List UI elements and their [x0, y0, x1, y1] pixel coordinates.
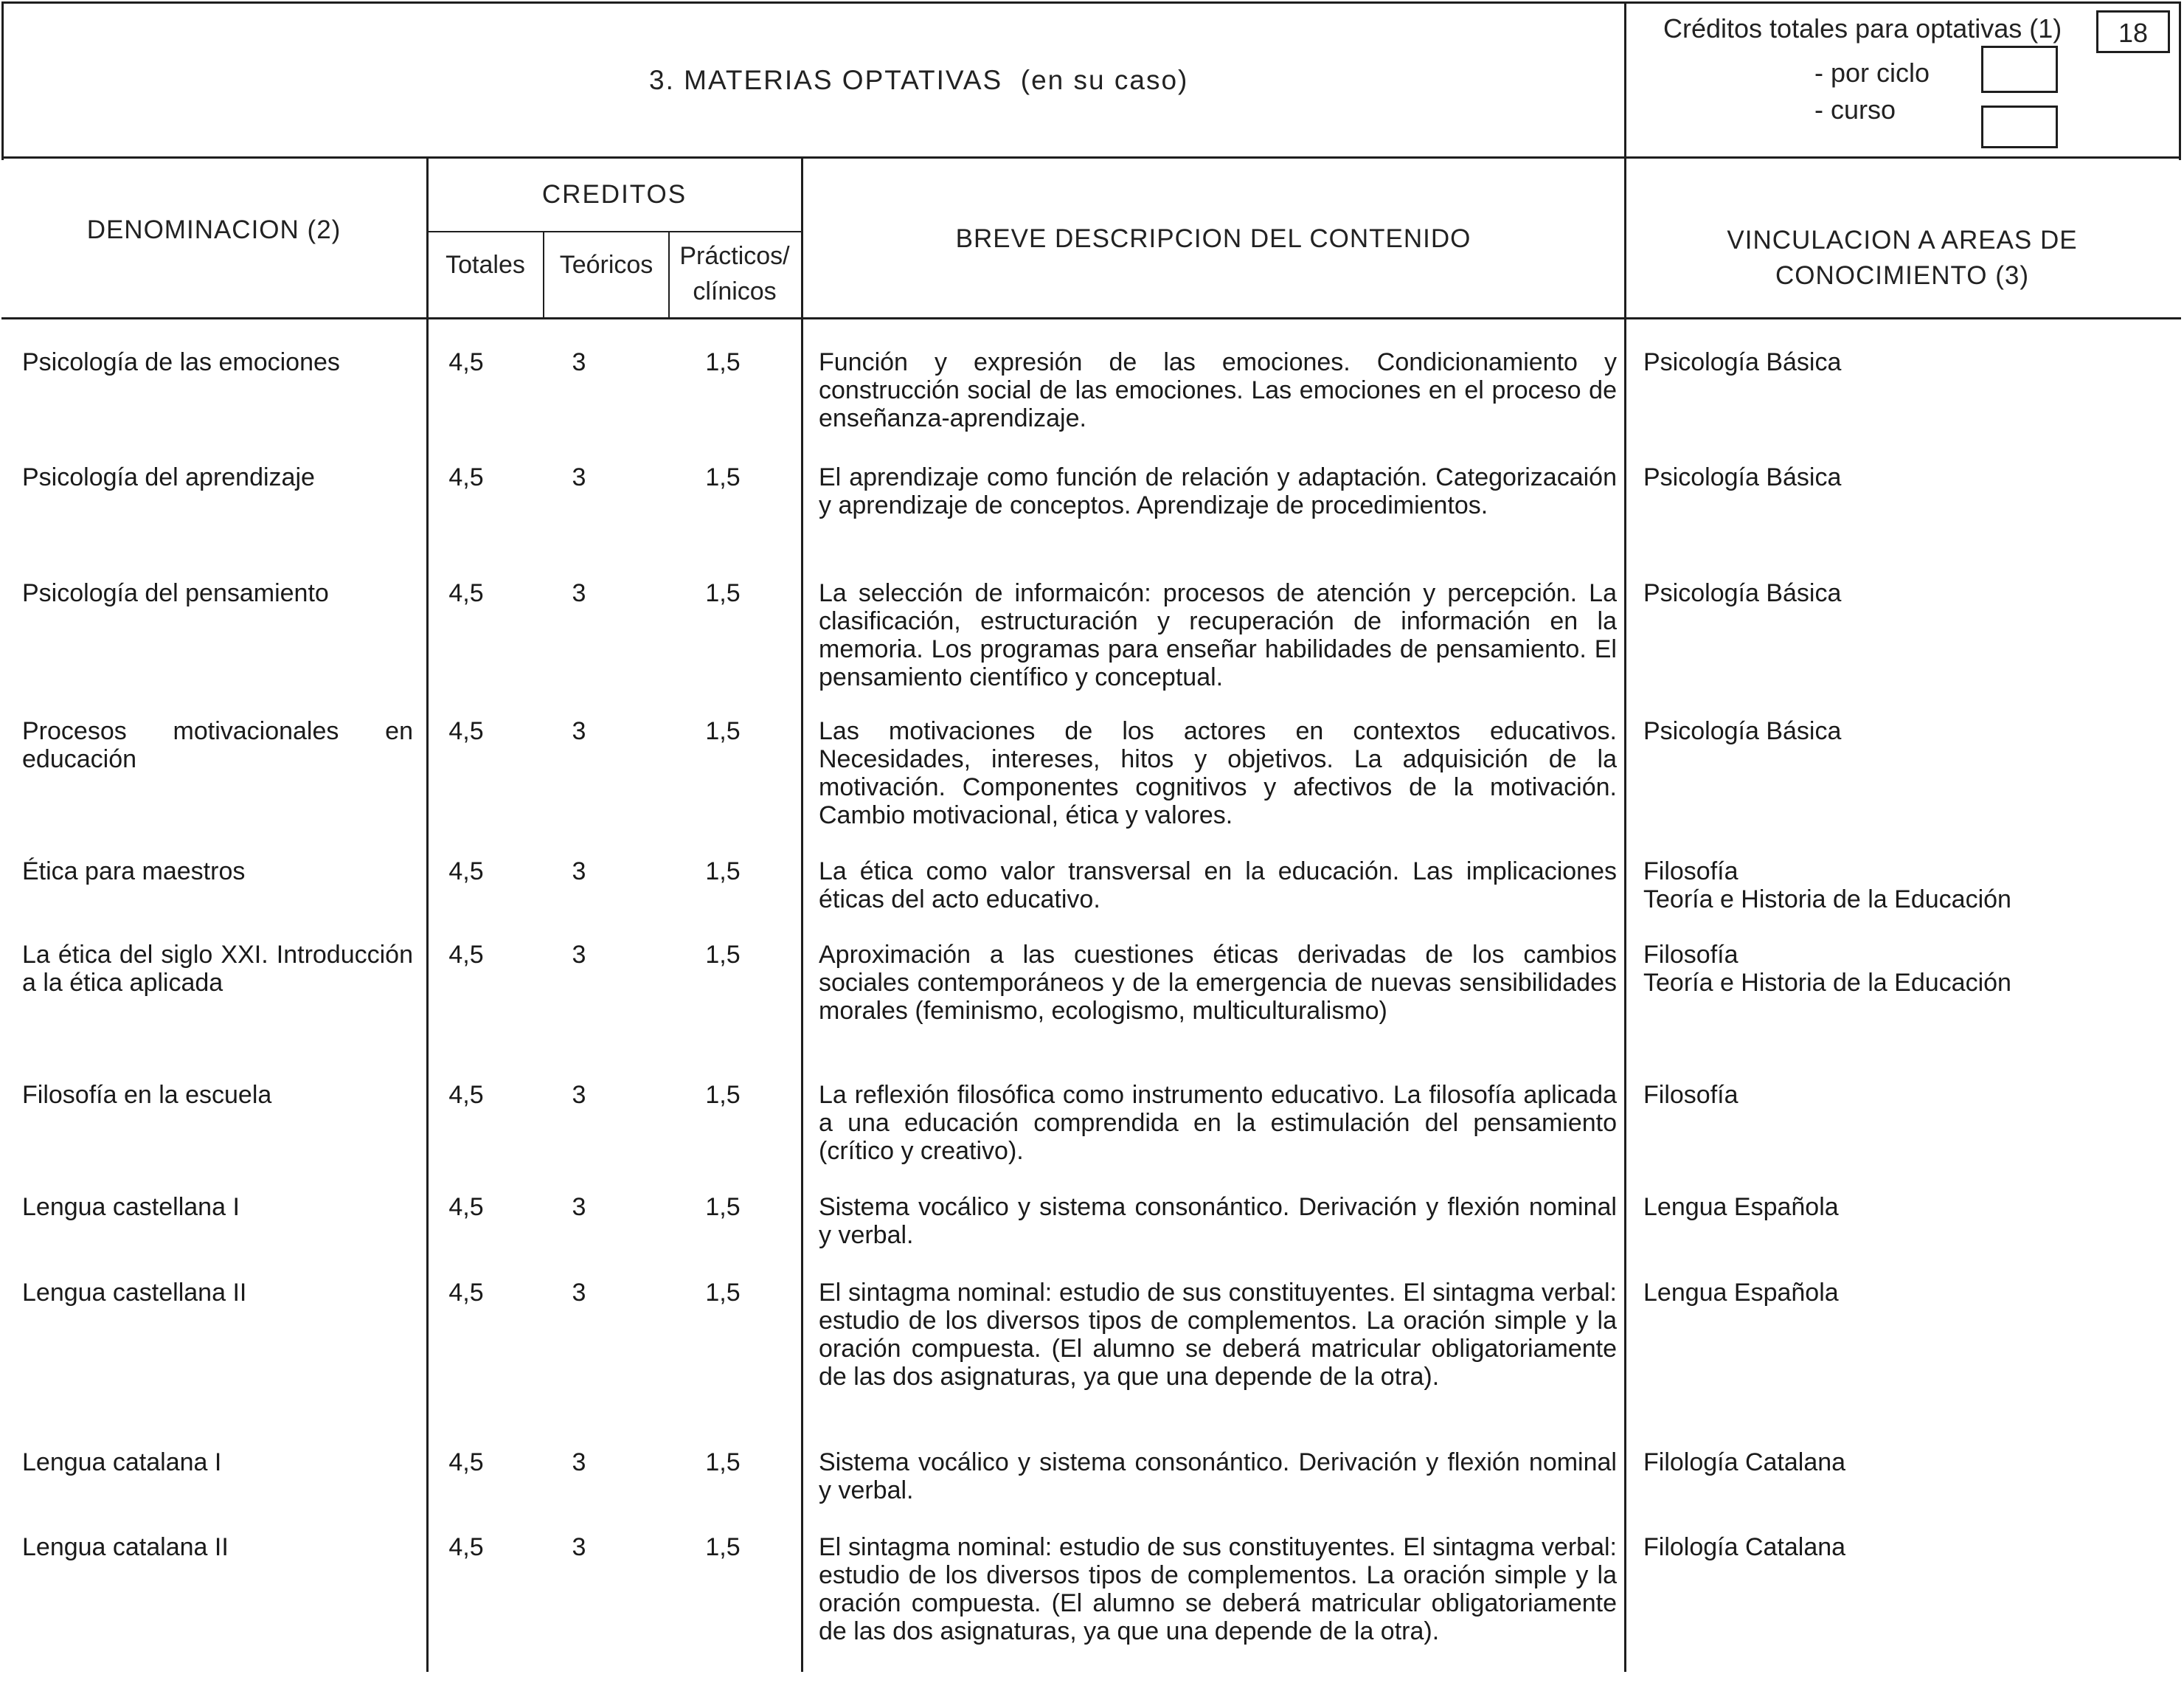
subject-name: Lengua catalana I — [22, 1448, 222, 1476]
credits-teoricos: 3 — [572, 579, 586, 607]
credits-totales: 4,5 — [448, 1081, 484, 1109]
col-header-creditos: CREDITOS — [541, 180, 687, 209]
subject-name: Lengua castellana I — [22, 1193, 240, 1221]
subject-name: Lengua castellana II — [22, 1279, 247, 1307]
knowledge-area: Filosofía — [1643, 941, 1738, 969]
col-header-denominacion: DENOMINACION (2) — [86, 215, 342, 244]
subject-description: Función y expresión de las emociones. Condicionamiento y construcción social de las emociones. Las emociones en el proceso de enseñanza-aprendizaje. — [819, 348, 1617, 432]
subject-description: El sintagma nominal: estudio de sus constituyentes. El sintagma verbal: estudio de los diversos tipos de complementos. La oración simple y la oración compuesta. (El alumno se deberá matricular obligatoriamente de las dos asignaturas, ya que una depende de la otra). — [819, 1533, 1617, 1645]
curso-label: - curso — [1814, 94, 1896, 125]
credits-totales: 4,5 — [448, 348, 484, 376]
credits-teoricos: 3 — [572, 857, 586, 885]
credits-teoricos: 3 — [572, 717, 586, 745]
section-title: 3. MATERIAS OPTATIVAS (en su caso) — [649, 65, 1189, 95]
subject-description: Las motivaciones de los actores en contextos educativos. Necesidades, intereses, hitos y objetivos. La adquisición de la motivación. Componentes cognitivos y afectivos de la motivación. Cambio motivacional, ética y valores. — [819, 717, 1617, 829]
subject-name: Ética para maestros — [22, 857, 246, 885]
knowledge-area: Filología Catalana — [1643, 1448, 1846, 1476]
subject-name: Lengua catalana II — [22, 1533, 229, 1561]
credits-totales: 4,5 — [448, 857, 484, 885]
subject-name: La ética del siglo XXI. Introducción a la ética aplicada — [22, 941, 413, 997]
right-border — [2179, 1, 2181, 160]
credits-totales: 4,5 — [448, 717, 484, 745]
knowledge-area: Filosofía — [1643, 857, 1738, 885]
subject-name: Filosofía en la escuela — [22, 1081, 272, 1109]
credits-teoricos: 3 — [572, 1279, 586, 1307]
credits-totales: 4,5 — [448, 463, 484, 491]
credits-teoricos: 3 — [572, 348, 586, 376]
creditos-totales-value: 18 — [2118, 18, 2149, 48]
col-header-practicos: Prácticos/ — [679, 242, 790, 270]
col-divider-credits-left — [426, 158, 429, 1672]
credits-teoricos: 3 — [572, 1081, 586, 1109]
subject-description: Sistema vocálico y sistema consonántico. Derivación y flexión nominal y verbal. — [819, 1193, 1617, 1249]
credits-totales: 4,5 — [448, 1448, 484, 1476]
subject-name: Psicología de las emociones — [22, 348, 340, 376]
credits-practicos: 1,5 — [705, 1448, 741, 1476]
col-header-teoricos: Teóricos — [559, 251, 654, 279]
knowledge-area: Psicología Básica — [1643, 717, 1842, 745]
subject-description: Sistema vocálico y sistema consonántico. Derivación y flexión nominal y verbal. — [819, 1448, 1617, 1504]
subject-name: Procesos motivacionales en educación — [22, 717, 413, 773]
top-border — [1, 1, 2181, 4]
credits-teoricos: 3 — [572, 463, 586, 491]
knowledge-area: Filosofía — [1643, 1081, 1738, 1109]
subject-description: El aprendizaje como función de relación y adaptación. Categorizacaión y aprendizaje de conceptos. Aprendizaje de procedimientos. — [819, 463, 1617, 519]
credits-practicos: 1,5 — [705, 1081, 741, 1109]
col-header-totales: Totales — [446, 251, 525, 279]
credits-practicos: 1,5 — [705, 1533, 741, 1561]
subject-description: Aproximación a las cuestiones éticas derivadas de los cambios sociales contemporáneos y de la emergencia de nuevas sensibilidades morales (feminismo, ecologismo, multiculturalismo) — [819, 941, 1617, 1025]
credits-practicos: 1,5 — [705, 463, 741, 491]
header-divider — [1, 156, 2181, 159]
subheader-divider — [1, 317, 2181, 319]
subject-description: El sintagma nominal: estudio de sus constituyentes. El sintagma verbal: estudio de los diversos tipos de complementos. La oración simple y la oración compuesta. (El alumno se deberá matricular obligatoriamente de las dos asignaturas, ya que una depende de la otra). — [819, 1279, 1617, 1391]
subject-description: La reflexión filosófica como instrumento educativo. La filosofía aplicada a una educación comprendida en la estimulación del pensamiento (crítico y creativo). — [819, 1081, 1617, 1165]
subject-name: Psicología del pensamiento — [22, 579, 329, 607]
credits-practicos: 1,5 — [705, 717, 741, 745]
col-header-vinculacion: VINCULACION A AREAS DE — [1727, 226, 2078, 255]
credits-practicos: 1,5 — [705, 857, 741, 885]
credits-practicos: 1,5 — [705, 1279, 741, 1307]
col-divider-desc-left — [801, 158, 803, 1672]
col-header-descripcion: BREVE DESCRIPCION DEL CONTENIDO — [955, 224, 1471, 253]
credits-totales: 4,5 — [448, 1193, 484, 1221]
por-ciclo-box — [1981, 46, 2058, 93]
col-header-clinicos: clínicos — [693, 277, 777, 305]
knowledge-area: Lengua Española — [1643, 1279, 1839, 1307]
subject-description: La ética como valor transversal en la educación. Las implicaciones éticas del acto educativo. — [819, 857, 1617, 913]
knowledge-area: Filología Catalana — [1643, 1533, 1846, 1561]
knowledge-area: Psicología Básica — [1643, 348, 1842, 376]
creditos-divider — [426, 231, 802, 232]
knowledge-area: Teoría e Historia de la Educación — [1643, 969, 2011, 997]
credits-teoricos: 3 — [572, 1533, 586, 1561]
knowledge-area: Teoría e Historia de la Educación — [1643, 885, 2011, 913]
subject-description: La selección de informaicón: procesos de atención y percepción. La clasificación, estructuración y recuperación de información en la memoria. Los programas para enseñar habilidades de pensamiento. El pensamiento científico y conceptual. — [819, 579, 1617, 691]
knowledge-area: Psicología Básica — [1643, 463, 1842, 491]
credits-totales: 4,5 — [448, 1279, 484, 1307]
credits-practicos: 1,5 — [705, 579, 741, 607]
subject-name: Psicología del aprendizaje — [22, 463, 315, 491]
credits-totales: 4,5 — [448, 579, 484, 607]
knowledge-area: Lengua Española — [1643, 1193, 1839, 1221]
credits-practicos: 1,5 — [705, 348, 741, 376]
creditos-totales-label: Créditos totales para optativas (1) — [1663, 13, 2062, 44]
credits-teoricos: 3 — [572, 1448, 586, 1476]
credits-teoricos: 3 — [572, 941, 586, 969]
credits-teoricos: 3 — [572, 1193, 586, 1221]
credits-practicos: 1,5 — [705, 941, 741, 969]
credits-totales: 4,5 — [448, 941, 484, 969]
knowledge-area: Psicología Básica — [1643, 579, 1842, 607]
curso-box — [1981, 106, 2058, 148]
col-header-conocimiento: CONOCIMIENTO (3) — [1775, 261, 2029, 290]
credits-practicos: 1,5 — [705, 1193, 741, 1221]
por-ciclo-label: - por ciclo — [1814, 58, 1930, 88]
left-border — [1, 1, 4, 160]
credits-totales: 4,5 — [448, 1533, 484, 1561]
